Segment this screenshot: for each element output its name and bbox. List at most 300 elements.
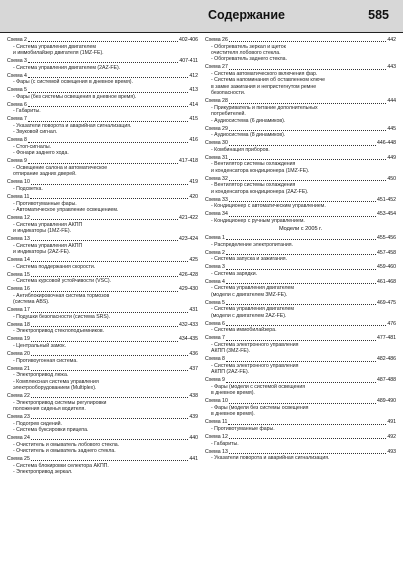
toc-entry [7,336,198,349]
toc-entry-pages: 442 [387,37,396,43]
toc-entry-description: - Система автоматического включения фар. [211,71,318,77]
toc-entry-pages: 455-456 [376,234,396,241]
toc-entry-pages: 459-460 [376,264,396,271]
dot-leader [226,254,376,255]
toc-entry-pages: 450 [387,175,396,182]
toc-entry-description: - Система напоминания об оставленном ключе [211,77,326,84]
toc-entry-pages: 492 [387,433,396,440]
toc-entry-title: Схема 22 [7,392,30,399]
toc-entry [205,250,396,263]
toc-entry [205,300,396,319]
toc-entry-pages: 420 [189,193,198,200]
toc-entry-pages: 469-475 [376,299,396,306]
toc-entry-row [205,264,396,271]
toc-entry-pages: 425 [189,256,198,263]
toc-entry-description: и индикаторы (1MZ-FE). [13,227,72,234]
toc-entry-row [7,194,198,201]
dot-leader [229,145,376,146]
toc-entry-pages: 441 [189,455,198,462]
toc-entry-description: - Освещение салона и автоматическое [13,164,108,171]
toc-entry-row [205,126,396,133]
toc-entry-description: - Очиститель и омыватель лобового стекла. [13,441,120,448]
toc-entry-description: - Аудиосистема (8 динамиков). [211,132,286,139]
toc-entry-row [205,356,396,363]
toc-entry-title: Схема 15 [7,271,30,278]
dot-leader [226,304,376,305]
toc-entry-row [205,300,396,307]
dot-leader [229,453,387,454]
toc-entry-description: в дневное время). [211,390,255,397]
page-header [0,0,403,32]
toc-entry-description: - Фары (без системы освещения в дневное время). [13,93,137,100]
toc-entry-title: Схема 12 [205,433,228,440]
toc-entry-pages: 449 [387,154,396,161]
toc-entry [205,356,396,375]
dot-leader [229,41,387,42]
toc-entry-row [205,37,396,44]
toc-entry-description: - Автоматическое управление освещением. [13,206,119,213]
toc-entry-title: Схема 6 [205,320,225,327]
toc-entry-pages: 407-411 [179,58,198,64]
toc-entry [205,377,396,396]
toc-entry-row [7,366,198,373]
toc-entry-title: Схема 20 [7,350,30,357]
toc-entry-title: Схема 30 [205,140,228,147]
toc-entry-description: - Указатели поворота и аварийная сигнализация. [211,455,330,462]
toc-entry-pages: 451-452 [376,196,396,203]
toc-entry-pages: 415 [189,116,198,123]
toc-entry-row [205,279,396,286]
toc-entry-title: Схема 19 [7,336,30,343]
page-title: Содержание [207,8,285,22]
toc-entry [7,236,198,255]
toc-entry-row [205,235,396,242]
toc-entry-row [205,98,396,105]
toc-entry-row [205,434,396,441]
toc-entry-description: - Система иммобилайзера. [211,327,277,334]
toc-entry-description: очистителя лобового стекла. [211,50,281,56]
toc-entry-row [7,307,198,314]
toc-entry-description: - Система запуска и зажигания. [211,256,288,263]
toc-entry-title: Схема 33 [205,196,228,203]
toc-entry-pages: 432-433 [178,321,198,328]
dot-leader [31,312,189,313]
toc-entry [205,211,396,224]
toc-entry-title: Схема 17 [7,307,30,314]
toc-entry-pages: 419 [189,179,198,186]
dot-leader [28,92,188,93]
toc-entry-row [7,336,198,343]
toc-entry-row [7,158,198,165]
dot-leader [28,62,178,63]
toc-entry [7,158,198,177]
toc-entry-row [7,102,198,109]
toc-entry-description: - Электропривод зеркал. [13,468,73,475]
toc-entry [7,215,198,234]
toc-entry-row [7,179,198,186]
dot-leader [31,219,178,220]
toc-entry-description: (модели с двигателем 3MZ-FE). [211,291,288,298]
toc-entry-title: Схема 29 [205,125,228,132]
toc-entry [205,419,396,432]
toc-entry-row [205,419,396,426]
toc-entry-pages: 414 [189,101,198,108]
toc-entry-pages: 461-468 [376,278,396,285]
toc-entry-description: - Габариты. [13,108,41,115]
toc-entry [7,194,198,213]
toc-entry-description: - Обогреватель заднего стекла. [211,56,288,63]
toc-entry [7,307,198,320]
toc-entry-description: - Вентилятор системы охлаждения [211,161,296,168]
toc-entry-description: (система ABS). [13,299,50,306]
toc-entry-title: Схема 8 [7,137,27,144]
toc-entry-pages: 417-418 [178,158,198,165]
dot-leader [229,403,376,404]
toc-entry-row [7,286,198,293]
toc-entry-title: Схема 13 [7,235,30,242]
toc-entry [7,137,198,156]
toc-entry-description: и иммобилайзер двигателя (1MZ-FE). [13,50,104,56]
page-number: 585 [368,8,389,22]
toc-left-column [7,37,198,477]
dot-leader [229,438,387,439]
toc-entry-description: безопасности. [211,90,246,97]
dot-leader [31,276,178,277]
toc-entry [205,140,396,153]
toc-entry-description: в замке зажигания и непристегнутом ремне [211,83,317,90]
toc-entry [205,434,396,447]
dot-leader [28,163,178,164]
toc-entry-title: Схема 11 [205,419,228,426]
toc-entry [7,73,198,86]
toc-entry-title: Схема 18 [7,321,30,328]
dot-leader [228,424,386,425]
toc-entry [7,102,198,115]
toc-entry-row [205,250,396,257]
toc-entry-row [205,64,396,71]
dot-leader [28,142,188,143]
toc-entry-description: - Фонари заднего хода. [13,150,69,157]
dot-leader [229,69,387,70]
toc-entry-title: Схема 12 [7,214,30,221]
toc-entry-description: - Вентилятор системы охлаждения [211,182,296,189]
toc-entry [205,279,396,298]
toc-entry-title: Схема 16 [7,286,30,293]
toc-entry-description: - Система управления двигателем (2AZ-FE). [13,64,121,71]
toc-entry-description: - Система управления двигателем [211,285,294,292]
toc-entry-description: в дневное время). [211,411,255,418]
toc-entry-pages: 493 [387,448,396,455]
toc-entry-row [7,116,198,123]
toc-entry-row [205,335,396,342]
toc-entry-description: электрооборудованием (Multiplex). [13,384,97,391]
toc-entry-description: - Система управления АКПП [13,242,83,249]
toc-entry-title: Схема 28 [205,98,228,105]
toc-entry-description: - Противотуманные фары. [211,425,275,432]
toc-entry [7,286,198,305]
toc-entry-description: - Кондиционер с ручным управлением. [211,218,305,224]
toc-entry-description: положения сиденья водителя. [13,405,86,412]
toc-entry-description: - Подогрев сидений. [13,420,62,427]
dot-leader [31,184,189,185]
toc-entry-row [7,351,198,358]
toc-entry-description: и конденсатора кондиционера (1MZ-FE). [211,167,310,174]
toc-entry-pages: 437 [189,365,198,372]
dot-leader [229,103,387,104]
toc-entry-description: - Центральный замок. [13,342,66,349]
toc-entry-description: - Распределение электропитания. [211,241,293,248]
toc-entry-description: - Звуковой сигнал. [13,129,58,136]
toc-entry-row [205,211,396,218]
toc-entry [205,335,396,354]
toc-entry-pages: 421-422 [178,214,198,221]
toc-columns [7,37,396,477]
dot-leader [31,355,189,356]
dot-leader [226,340,376,341]
toc-entry-description: - Фары (модели с системой освещения [211,383,306,390]
dot-leader [226,269,376,270]
dot-leader [31,261,189,262]
toc-entry-row [7,236,198,243]
toc-entry [7,456,198,475]
dot-leader [30,198,188,199]
toc-entry [205,155,396,174]
toc-entry-pages: 440 [189,434,198,441]
dot-leader [28,77,188,78]
toc-entry-description: и конденсатора кондиционера (2AZ-FE). [211,188,309,195]
toc-entry-title: Схема 4 [205,278,225,285]
toc-entry-description: - Противоугонная система. [13,357,78,364]
toc-entry-title: Схема 13 [205,448,228,455]
dot-leader [226,382,376,383]
toc-entry-description: - Система буксировки прицепа. [13,426,89,433]
toc-entry-description: - Противотуманные фары. [13,200,77,207]
toc-entry-title: Схема 1 [205,234,225,241]
toc-entry-description: - Подсветка. [13,185,43,192]
dot-leader [229,201,376,202]
toc-entry-title: Схема 24 [7,434,30,441]
dot-leader [229,180,387,181]
toc-entry-description: - Антиблокировочная система тормозов [13,292,110,299]
toc-entry-row [7,257,198,264]
toc-entry-description: - Кондиционер с автоматическим управлением. [211,203,326,210]
toc-entry-description: - Габариты. [211,440,239,447]
toc-entry-description: потребителей. [211,111,246,118]
dot-leader [31,240,178,241]
toc-entry-title: Схема 2 [205,249,225,256]
toc-entry [205,197,396,210]
toc-entry [7,351,198,364]
toc-entry [205,176,396,195]
toc-entry-row [7,215,198,222]
toc-entry-pages: 431 [189,307,198,314]
toc-entry-title: Схема 9 [7,158,27,165]
toc-entry-title: Схема 3 [205,264,225,271]
toc-entry-description: - Система курсовой устойчивости (VSC). [13,278,111,285]
toc-entry-description: - Система поддержания скорости. [13,263,96,270]
toc-entry-title: Схема 10 [7,179,30,186]
toc-entry-description: - Прикуриватель и питание дополнительных [211,104,318,111]
toc-entry-description: - Система управления АКПП [13,221,83,228]
toc-entry-pages: 438 [189,392,198,399]
toc-entry-description: - Фары (с системой освещения в дневное время). [13,79,133,86]
toc-entry-row [205,140,396,147]
toc-entry-title: Схема 11 [7,193,30,200]
toc-entry-pages: 444 [387,98,396,105]
toc-entry-title: Схема 4 [7,72,27,79]
toc-entry-row [205,377,396,384]
toc-entry-pages: 489-490 [376,398,396,405]
toc-entry [7,272,198,285]
toc-entry [7,414,198,433]
toc-entry [205,235,396,248]
toc-entry-title: Схема 6 [7,101,27,108]
toc-entry-description: - Очиститель и омыватель заднего стекла. [13,447,116,454]
dot-leader [229,216,376,217]
dot-leader [31,341,178,342]
dot-leader [229,130,387,131]
toc-entry-row [7,414,198,421]
toc-entry-description: - Система электронного управления [211,362,299,369]
toc-entry-title: Схема 2 [7,37,27,43]
toc-entry-description: - Аудиосистема (6 динамиков). [211,117,286,124]
toc-entry-row [7,58,198,65]
dot-leader [31,439,189,440]
toc-entry-pages: 416 [189,137,198,144]
toc-entry-description: - Электропривод люка. [13,372,69,379]
toc-entry-title: Схема 27 [205,64,228,71]
toc-entry-description: АКПП (3MZ-FE). [211,348,251,355]
toc-entry-pages: 443 [387,64,396,71]
toc-entry-row [205,197,396,204]
dot-leader [226,361,376,362]
toc-entry-title: Схема 3 [7,58,27,64]
dot-leader [31,370,189,371]
toc-entry-description: - Комплексная система управления [13,378,99,385]
toc-entry-description: - Система блокировки селектора АКПП. [13,462,109,469]
dot-leader [226,283,376,284]
dot-leader [28,106,188,107]
dot-leader [31,291,178,292]
toc-entry [7,179,198,192]
toc-entry [205,126,396,139]
toc-entry-description: и индикаторы (2AZ-FE). [13,248,71,255]
toc-entry-pages: 491 [387,419,396,426]
toc-entry-pages: 445 [387,125,396,132]
toc-entry-pages: 457-458 [376,249,396,256]
toc-entry-pages: 439 [189,413,198,420]
toc-entry-row [7,137,198,144]
toc-entry-title: Схема 8 [205,356,225,363]
dot-leader [31,397,189,398]
toc-entry-title: Схема 25 [7,455,30,462]
toc-entry-description: (модели с двигателем 2AZ-FE). [211,312,287,319]
toc-entry-title: Схема 14 [7,256,30,263]
toc-entry [7,58,198,71]
toc-entry-title: Схема 7 [7,116,27,123]
toc-entry-title: Схема 32 [205,175,228,182]
toc-entry-title: Схема 23 [7,413,30,420]
dot-leader [28,41,178,42]
section-heading: Модели с 2005 г. [278,226,323,232]
dot-leader [31,460,189,461]
dot-leader [28,121,188,122]
toc-entry-pages: 436 [189,350,198,357]
toc-entry-pages: 402-406 [178,37,198,43]
toc-entry [7,435,198,454]
toc-entry [7,393,198,412]
toc-entry-title: Схема 34 [205,211,228,218]
toc-entry-description: - Электропривод стеклоподъемников. [13,328,105,335]
toc-entry-row [7,393,198,400]
toc-entry-description: - Указатели поворота и аварийная сигнализация. [13,122,132,129]
toc-entry-row [205,398,396,405]
toc-entry-row [7,435,198,442]
toc-entry-pages: 477-481 [376,335,396,342]
toc-entry-row [205,155,396,162]
toc-entry-pages: 423-424 [178,235,198,242]
toc-entry-title: Схема 10 [205,398,228,405]
toc-entry [205,98,396,124]
dot-leader [226,239,376,240]
toc-entry-pages: 476 [387,320,396,327]
toc-entry [205,321,396,334]
toc-entry-row [205,176,396,183]
toc-entry-description: отпирание задних дверей. [13,171,77,178]
toc-entry-description: - Система управления двигателем [211,306,294,313]
header-divider [0,32,403,33]
toc-entry [7,87,198,100]
toc-entry [7,366,198,392]
toc-entry-description: - Подушки безопасности (система SRS). [13,313,111,320]
toc-entry-pages: 426-428 [178,271,198,278]
toc-entry-description: - Электропривод системы регулировки [13,399,107,406]
toc-entry-title: Схема 21 [7,365,30,372]
toc-entry-description: - Система зарядки. [211,270,258,277]
toc-entry-title: Схема 7 [205,335,225,342]
toc-entry-pages: 429-430 [178,286,198,293]
toc-entry-pages: 434-435 [178,336,198,343]
dot-leader [31,326,178,327]
toc-entry-row [7,456,198,463]
toc-entry-pages: 446-448 [376,140,396,147]
toc-entry [205,37,396,63]
toc-entry-row [7,87,198,94]
toc-entry [205,264,396,277]
toc-entry [205,398,396,417]
toc-entry-description: - Фары (модели без системы освещения [211,404,309,411]
toc-entry-title: Схема 5 [7,87,27,94]
toc-entry-description: - Система электронного управления [211,341,299,348]
toc-entry-row [7,37,198,44]
toc-entry-title: Схема 26 [205,37,228,43]
toc-entry [7,322,198,335]
toc-entry-description: АКПП (2AZ-FE). [211,369,250,376]
toc-entry-description: - Система управления двигателем [13,43,96,50]
toc-entry-title: Схема 31 [205,154,228,161]
toc-entry-row [7,322,198,329]
dot-leader [229,159,387,160]
toc-entry [205,449,396,462]
toc-entry-pages: 412 [189,72,198,79]
toc-entry-pages: 482-486 [376,356,396,363]
toc-entry-pages: 453-454 [376,211,396,218]
toc-entry [7,257,198,270]
toc-entry-description: - Комбинация приборов. [211,146,270,153]
toc-entry [205,64,396,96]
toc-entry [7,37,198,56]
toc-entry-title: Схема 5 [205,299,225,306]
